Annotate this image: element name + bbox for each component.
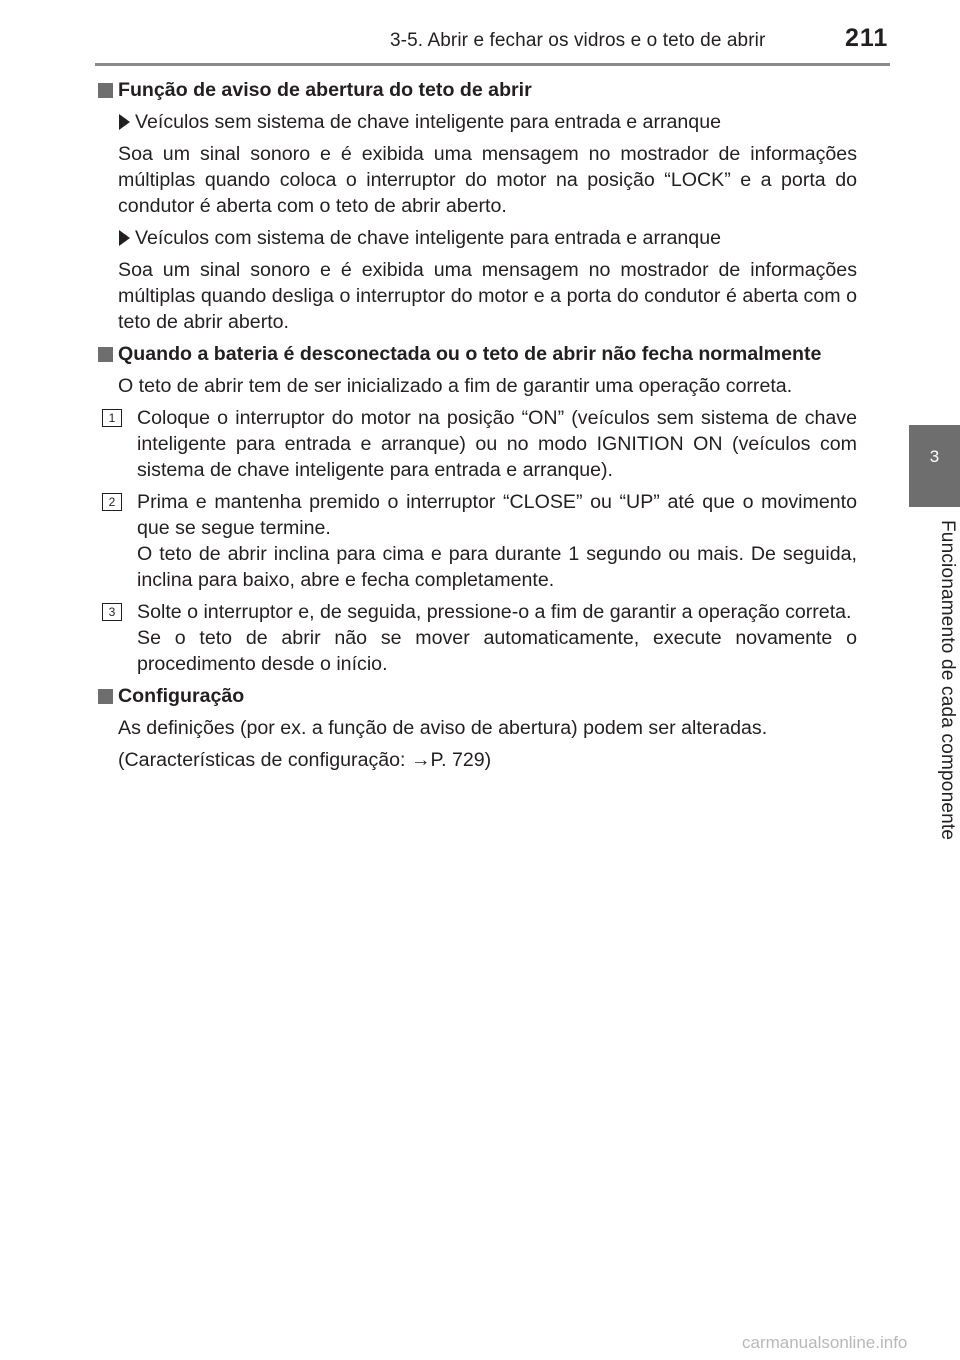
step-item xyxy=(108,599,857,677)
chapter-tab[interactable] xyxy=(909,425,960,507)
page-number: 211 xyxy=(845,24,889,52)
step-number: 2 xyxy=(102,493,122,511)
step-note: Se o teto de abrir não se mover automaticamente, execute novamente o procedimento desde o início. xyxy=(137,627,857,675)
cross-reference xyxy=(118,747,857,773)
step-text: Coloque o interruptor do motor na posição “ON” (veículos sem sistema de chave inteligente para entrada e arranque) ou no modo IGNITION ON (veículos com sistema de chave inteligente para entrada e arranque). xyxy=(137,407,857,481)
heading-text: Quando a bateria é desconectada ou o teto de abrir não fecha normalmente xyxy=(118,343,822,365)
heading-text: Configuração xyxy=(118,685,245,707)
step-text: Prima e mantenha premido o interruptor “CLOSE” ou “UP” até que o movimento que se segue termine. xyxy=(137,491,857,539)
section-heading-battery xyxy=(97,341,857,367)
triangle-bullet-icon xyxy=(119,230,130,246)
watermark: carmanualsonline.info xyxy=(742,1333,908,1352)
condition-item xyxy=(118,109,857,135)
section-heading-config xyxy=(97,683,857,709)
page-content xyxy=(97,77,857,779)
step-item xyxy=(108,489,857,593)
section-heading-warning xyxy=(97,77,857,103)
condition-text: Veículos sem sistema de chave inteligente para entrada e arranque xyxy=(135,111,721,133)
triangle-bullet-icon xyxy=(119,114,130,130)
step-number: 1 xyxy=(102,409,122,427)
chapter-title: Funcionamento de cada componente xyxy=(937,520,958,841)
paragraph: Soa um sinal sonoro e é exibida uma mensagem no mostrador de informações múltiplas quando coloca o interruptor do motor na posição “LOCK” e a porta do condutor é aberta com o teto de abrir aberto. xyxy=(118,143,857,217)
arrow-icon: → xyxy=(410,749,431,771)
section-title: 3-5. Abrir e fechar os vidros e o teto de abrir xyxy=(390,30,766,51)
page-reference-link[interactable]: P. 729) xyxy=(430,749,492,771)
reference-prefix: (Características de configuração: xyxy=(118,749,411,771)
square-bullet-icon xyxy=(98,83,113,98)
paragraph: As definições (por ex. a função de aviso de abertura) podem ser alteradas. xyxy=(118,717,768,739)
square-bullet-icon xyxy=(98,347,113,362)
step-note: O teto de abrir inclina para cima e para durante 1 segundo ou mais. De seguida, inclina para baixo, abre e fecha completamente. xyxy=(137,543,857,591)
step-text: Solte o interruptor e, de seguida, pressione-o a fim de garantir a operação correta. xyxy=(137,601,852,623)
paragraph: O teto de abrir tem de ser inicializado a fim de garantir uma operação correta. xyxy=(118,375,793,397)
step-number: 3 xyxy=(102,603,122,621)
chapter-number: 3 xyxy=(929,447,940,466)
condition-item xyxy=(118,225,857,251)
step-item xyxy=(108,405,857,483)
paragraph: Soa um sinal sonoro e é exibida uma mensagem no mostrador de informações múltiplas quando desliga o interruptor do motor e a porta do condutor é aberta com o teto de abrir aberto. xyxy=(118,259,857,333)
heading-text: Função de aviso de abertura do teto de abrir xyxy=(118,79,532,101)
condition-text: Veículos com sistema de chave inteligente para entrada e arranque xyxy=(135,227,721,249)
square-bullet-icon xyxy=(98,689,113,704)
header-divider xyxy=(95,63,890,66)
